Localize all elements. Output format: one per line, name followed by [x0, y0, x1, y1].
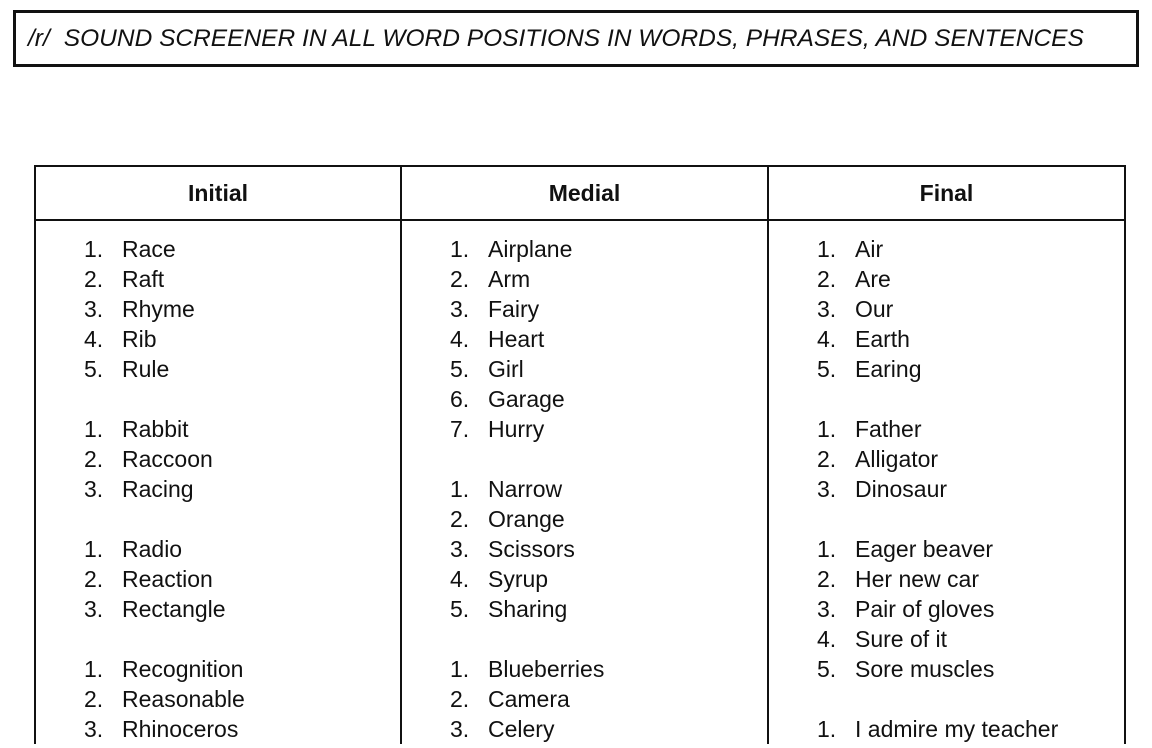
item-word: Racing [122, 476, 194, 502]
list-item [450, 384, 767, 414]
item-word: Air [855, 236, 884, 262]
list-item [817, 474, 1124, 504]
initial-cell [35, 220, 401, 744]
list-item [450, 264, 767, 294]
list-item [84, 444, 400, 474]
item-number: 2. [450, 506, 470, 532]
word-table [34, 165, 1126, 744]
initial-list [36, 234, 400, 744]
title-box [13, 10, 1139, 67]
item-number: 2. [84, 446, 104, 472]
item-number: 3. [450, 536, 470, 562]
item-number: 2. [84, 266, 104, 292]
item-word: Raft [122, 266, 165, 292]
list-item [817, 624, 1124, 654]
item-number: 2. [450, 266, 470, 292]
list-item [450, 714, 767, 744]
header-initial: Initial [35, 166, 401, 220]
item-number: 1. [84, 416, 104, 442]
item-word: Raccoon [122, 446, 213, 472]
item-word: I admire my teacher [855, 716, 1059, 742]
item-number: 2. [450, 686, 470, 712]
item-number: 4. [817, 326, 837, 352]
item-number: 2. [817, 566, 837, 592]
item-number: 5. [450, 596, 470, 622]
list-item [450, 564, 767, 594]
list-item [817, 594, 1124, 624]
list-item [817, 414, 1124, 444]
item-number: 1. [450, 476, 470, 502]
item-word: Arm [488, 266, 531, 292]
item-number: 2. [817, 446, 837, 472]
item-word: Heart [488, 326, 545, 352]
item-word: Rectangle [122, 596, 226, 622]
item-word: Eager beaver [855, 536, 994, 562]
list-item [84, 564, 400, 594]
item-number: 1. [817, 416, 837, 442]
item-number: 5. [84, 356, 104, 382]
list-item [84, 414, 400, 444]
item-number: 1. [450, 236, 470, 262]
item-word: Rhyme [122, 296, 195, 322]
item-number: 1. [450, 656, 470, 682]
item-word: Our [855, 296, 894, 322]
list-item [817, 564, 1124, 594]
item-number: 3. [817, 596, 837, 622]
item-number: 1. [84, 236, 104, 262]
document-title: SOUND SCREENER IN ALL WORD POSITIONS IN WORDS, PHRASES, AND SENTENCES [63, 24, 1084, 52]
list-item [817, 714, 1124, 744]
list-item [450, 594, 767, 624]
item-number: 5. [450, 356, 470, 382]
item-word: Dinosaur [855, 476, 948, 502]
group-spacer [84, 624, 400, 654]
group-spacer [450, 624, 767, 654]
list-item [84, 354, 400, 384]
item-number: 2. [84, 686, 104, 712]
list-item [450, 474, 767, 504]
list-item [450, 534, 767, 564]
list-item [817, 234, 1124, 264]
body-row [35, 220, 1125, 744]
item-word: Father [855, 416, 922, 442]
item-word: Recognition [122, 656, 244, 682]
item-number: 3. [817, 476, 837, 502]
item-word: Radio [122, 536, 183, 562]
item-word: Pair of gloves [855, 596, 995, 622]
item-word: Garage [488, 386, 565, 412]
item-word: Orange [488, 506, 565, 532]
item-word: Race [122, 236, 176, 262]
group-spacer [450, 444, 767, 474]
item-word: Sharing [488, 596, 568, 622]
item-word: Sure of it [855, 626, 948, 652]
item-number: 1. [84, 656, 104, 682]
group-spacer [817, 504, 1124, 534]
header-row [35, 166, 1125, 220]
header-medial: Medial [401, 166, 768, 220]
item-word: Earing [855, 356, 922, 382]
list-item [817, 294, 1124, 324]
item-word: Narrow [488, 476, 563, 502]
final-cell [768, 220, 1125, 744]
item-number: 5. [817, 656, 837, 682]
list-item [84, 294, 400, 324]
item-word: Alligator [855, 446, 939, 472]
group-spacer [84, 384, 400, 414]
item-word: Rule [122, 356, 170, 382]
final-list [769, 234, 1124, 744]
item-word: Blueberries [488, 656, 605, 682]
list-item [450, 414, 767, 444]
list-item [84, 684, 400, 714]
list-item [84, 474, 400, 504]
list-item [450, 654, 767, 684]
item-number: 1. [817, 536, 837, 562]
item-number: 3. [84, 596, 104, 622]
list-item [84, 594, 400, 624]
item-number: 5. [817, 356, 837, 382]
item-word: Syrup [488, 566, 549, 592]
item-word: Hurry [488, 416, 545, 442]
list-item [84, 234, 400, 264]
group-spacer [817, 684, 1124, 714]
item-number: 2. [84, 566, 104, 592]
list-item [84, 714, 400, 744]
list-item [450, 324, 767, 354]
item-number: 1. [817, 236, 837, 262]
medial-cell [401, 220, 768, 744]
group-spacer [84, 504, 400, 534]
list-item [84, 264, 400, 294]
list-item [817, 324, 1124, 354]
item-number: 4. [817, 626, 837, 652]
item-number: 3. [450, 296, 470, 322]
item-word: Her new car [855, 566, 979, 592]
list-item [817, 654, 1124, 684]
item-word: Rabbit [122, 416, 189, 442]
item-number: 7. [450, 416, 470, 442]
item-number: 1. [84, 536, 104, 562]
group-spacer [817, 384, 1124, 414]
item-number: 4. [84, 326, 104, 352]
item-number: 3. [450, 716, 470, 742]
item-number: 6. [450, 386, 470, 412]
item-word: Celery [488, 716, 555, 742]
list-item [450, 294, 767, 324]
item-word: Reaction [122, 566, 213, 592]
item-number: 3. [84, 476, 104, 502]
item-number: 4. [450, 566, 470, 592]
list-item [817, 354, 1124, 384]
item-number: 3. [817, 296, 837, 322]
list-item [84, 534, 400, 564]
list-item [450, 504, 767, 534]
item-word: Rib [122, 326, 157, 352]
item-word: Camera [488, 686, 570, 712]
list-item [450, 354, 767, 384]
item-word: Reasonable [122, 686, 245, 712]
item-word: Rhinoceros [122, 716, 239, 742]
item-number: 1. [817, 716, 837, 742]
list-item [817, 534, 1124, 564]
item-word: Are [855, 266, 891, 292]
list-item [817, 444, 1124, 474]
list-item [450, 234, 767, 264]
item-word: Earth [855, 326, 910, 352]
item-word: Girl [488, 356, 524, 382]
header-final: Final [768, 166, 1125, 220]
item-word: Sore muscles [855, 656, 995, 682]
item-number: 3. [84, 716, 104, 742]
item-number: 3. [84, 296, 104, 322]
sound-symbol: /r/ [28, 24, 50, 52]
list-item [817, 264, 1124, 294]
list-item [450, 684, 767, 714]
list-item [84, 324, 400, 354]
list-item [84, 654, 400, 684]
item-number: 2. [817, 266, 837, 292]
item-number: 4. [450, 326, 470, 352]
medial-list [402, 234, 767, 744]
item-word: Fairy [488, 296, 540, 322]
item-word: Scissors [488, 536, 575, 562]
item-word: Airplane [488, 236, 573, 262]
